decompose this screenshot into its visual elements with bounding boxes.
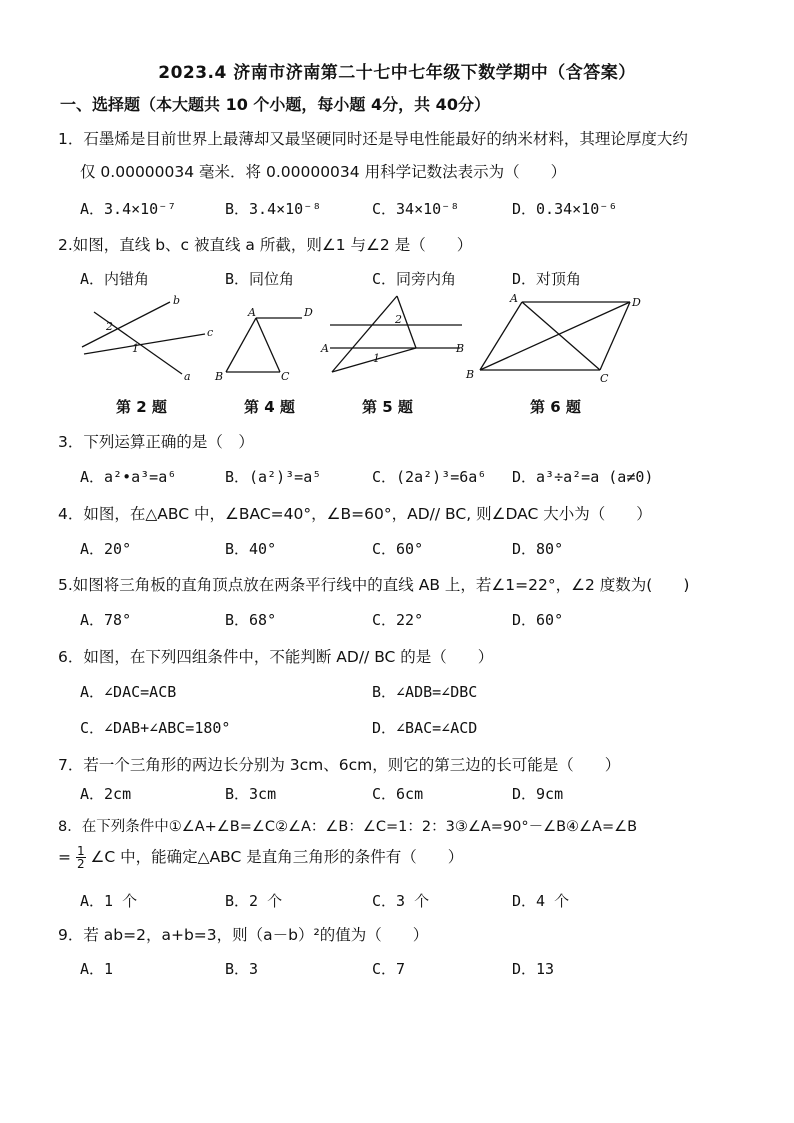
q5-option-d: D．60° xyxy=(512,611,564,629)
question-8-stem-cont xyxy=(58,845,463,870)
q7-option-c: C．6cm xyxy=(372,785,424,803)
q2-option-d: D．对顶角 xyxy=(512,270,582,288)
q7-option-b: B．3cm xyxy=(225,785,277,803)
q4-option-a: A．20° xyxy=(80,540,132,558)
q6-option-c: C．∠DAB+∠ABC=180° xyxy=(80,719,231,737)
fig4-label-c: C xyxy=(281,370,290,383)
q2-option-b: B．同位角 xyxy=(225,270,295,288)
q5-option-b: B．68° xyxy=(225,611,277,629)
question-2-stem: 2.如图，直线 b、c 被直线 a 所截，则∠1 与∠2 是（ ） xyxy=(58,236,473,254)
fig5-label-b: B xyxy=(456,342,465,355)
fig5-label-1: 1 xyxy=(373,352,380,365)
question-6-stem: 6．如图，在下列四组条件中，不能判断 AD// BC 的是（ ） xyxy=(58,648,494,666)
fig6-label-b: B xyxy=(466,368,475,381)
fig6-label-a: A xyxy=(510,292,518,305)
q6-option-b: B．∠ADB=∠DBC xyxy=(372,683,478,701)
figure-q6 xyxy=(465,292,641,385)
section-heading: 一、选择题（本大题共 10 个小题，每小题 4分，共 40分） xyxy=(60,95,490,114)
q3-option-c: C．(2a²)³=6a⁶ xyxy=(372,468,487,486)
q1-option-a: A．3.4×10⁻⁷ xyxy=(80,200,177,218)
question-1-stem: 1．石墨烯是目前世界上最薄却又最坚硬同时还是导电性能最好的纳米材料，其理论厚度大约 xyxy=(58,130,688,148)
q8-frac-den: 2 xyxy=(76,857,85,871)
fig5-label-a: A xyxy=(321,342,329,355)
q4-option-d: D．80° xyxy=(512,540,564,558)
q4-option-c: C．60° xyxy=(372,540,424,558)
figure-q5 xyxy=(320,296,464,372)
fig5-label-2: 2 xyxy=(395,313,402,326)
q9-option-b: B．3 xyxy=(225,960,259,978)
q5-option-a: A．78° xyxy=(80,611,132,629)
q1-option-d: D．0.34×10⁻⁶ xyxy=(512,200,618,218)
q3-option-b: B．(a²)³=a⁵ xyxy=(225,468,322,486)
question-1-stem-cont: 仅 0.00000034 毫米．将 0.00000034 用科学记数法表示为（ ） xyxy=(80,163,567,181)
q1-option-b: B．3.4×10⁻⁸ xyxy=(225,200,322,218)
q8-frac-num: 1 xyxy=(76,844,85,858)
fig2-label-1: 1 xyxy=(132,342,139,355)
q9-option-d: D．13 xyxy=(512,960,555,978)
q8-stem-tail: ∠C 中，能确定△ABC 是直角三角形的条件有（ ） xyxy=(90,848,464,866)
fig4-label-a: A xyxy=(248,306,256,319)
q9-option-c: C．7 xyxy=(372,960,406,978)
fig2-label-2: 2 xyxy=(106,320,113,333)
q3-option-d: D．a³÷a²=a (a≠0) xyxy=(512,468,654,486)
question-4-stem: 4．如图，在△ABC 中，∠BAC=40°，∠B=60°，AD// BC, 则∠DAC 大小为（ ） xyxy=(58,505,652,523)
fig2-label-c: c xyxy=(207,326,214,339)
q4-option-b: B．40° xyxy=(225,540,277,558)
q8-fraction xyxy=(76,845,86,870)
q7-option-a: A．2cm xyxy=(80,785,132,803)
figure-q4 xyxy=(214,306,313,383)
q1-option-c: C．34×10⁻⁸ xyxy=(372,200,460,218)
fig2-label-a: a xyxy=(184,370,191,383)
page-title: 2023.4 济南市济南第二十七中七年级下数学期中（含答案） xyxy=(158,63,636,83)
fig4-label-b: B xyxy=(215,370,224,383)
fig2-label-b: b xyxy=(173,294,181,307)
question-7-stem: 7．若一个三角形的两边长分别为 3cm、6cm，则它的第三边的长可能是（ ） xyxy=(58,756,621,774)
q6-option-a: A．∠DAC=ACB xyxy=(80,683,177,701)
q8-option-d: D．4 个 xyxy=(512,892,570,910)
caption-fig4: 第 4 题 xyxy=(244,398,295,416)
fig6-label-c: C xyxy=(600,372,609,385)
q3-option-a: A．a²•a³=a⁶ xyxy=(80,468,177,486)
q8-option-b: B．2 个 xyxy=(225,892,283,910)
q8-option-a: A．1 个 xyxy=(80,892,138,910)
question-8-stem: 8．在下列条件中①∠A+∠B=∠C②∠A：∠B：∠C=1：2：3③∠A=90°－∠B④∠A=∠B xyxy=(58,819,638,835)
question-9-stem: 9．若 ab=2，a+b=3，则（a－b）²的值为（ ） xyxy=(58,926,429,944)
fig4-label-d: D xyxy=(304,306,313,319)
q8-option-c: C．3 个 xyxy=(372,892,430,910)
caption-fig2: 第 2 题 xyxy=(116,398,167,416)
q9-option-a: A．1 xyxy=(80,960,114,978)
caption-fig6: 第 6 题 xyxy=(530,398,581,416)
caption-fig5: 第 5 题 xyxy=(362,398,413,416)
question-3-stem: 3．下列运算正确的是（ ） xyxy=(58,433,254,451)
q2-option-a: A．内错角 xyxy=(80,270,150,288)
q5-option-c: C．22° xyxy=(372,611,424,629)
fig6-label-d: D xyxy=(632,296,641,309)
q2-option-c: C．同旁内角 xyxy=(372,270,457,288)
figure-q2 xyxy=(82,294,213,383)
q6-option-d: D．∠BAC=∠ACD xyxy=(372,719,478,737)
q7-option-d: D．9cm xyxy=(512,785,564,803)
q8-equals: = xyxy=(58,848,71,866)
question-5-stem: 5.如图将三角板的直角顶点放在两条平行线中的直线 AB 上，若∠1=22°，∠2 度数为( ) xyxy=(58,576,690,594)
